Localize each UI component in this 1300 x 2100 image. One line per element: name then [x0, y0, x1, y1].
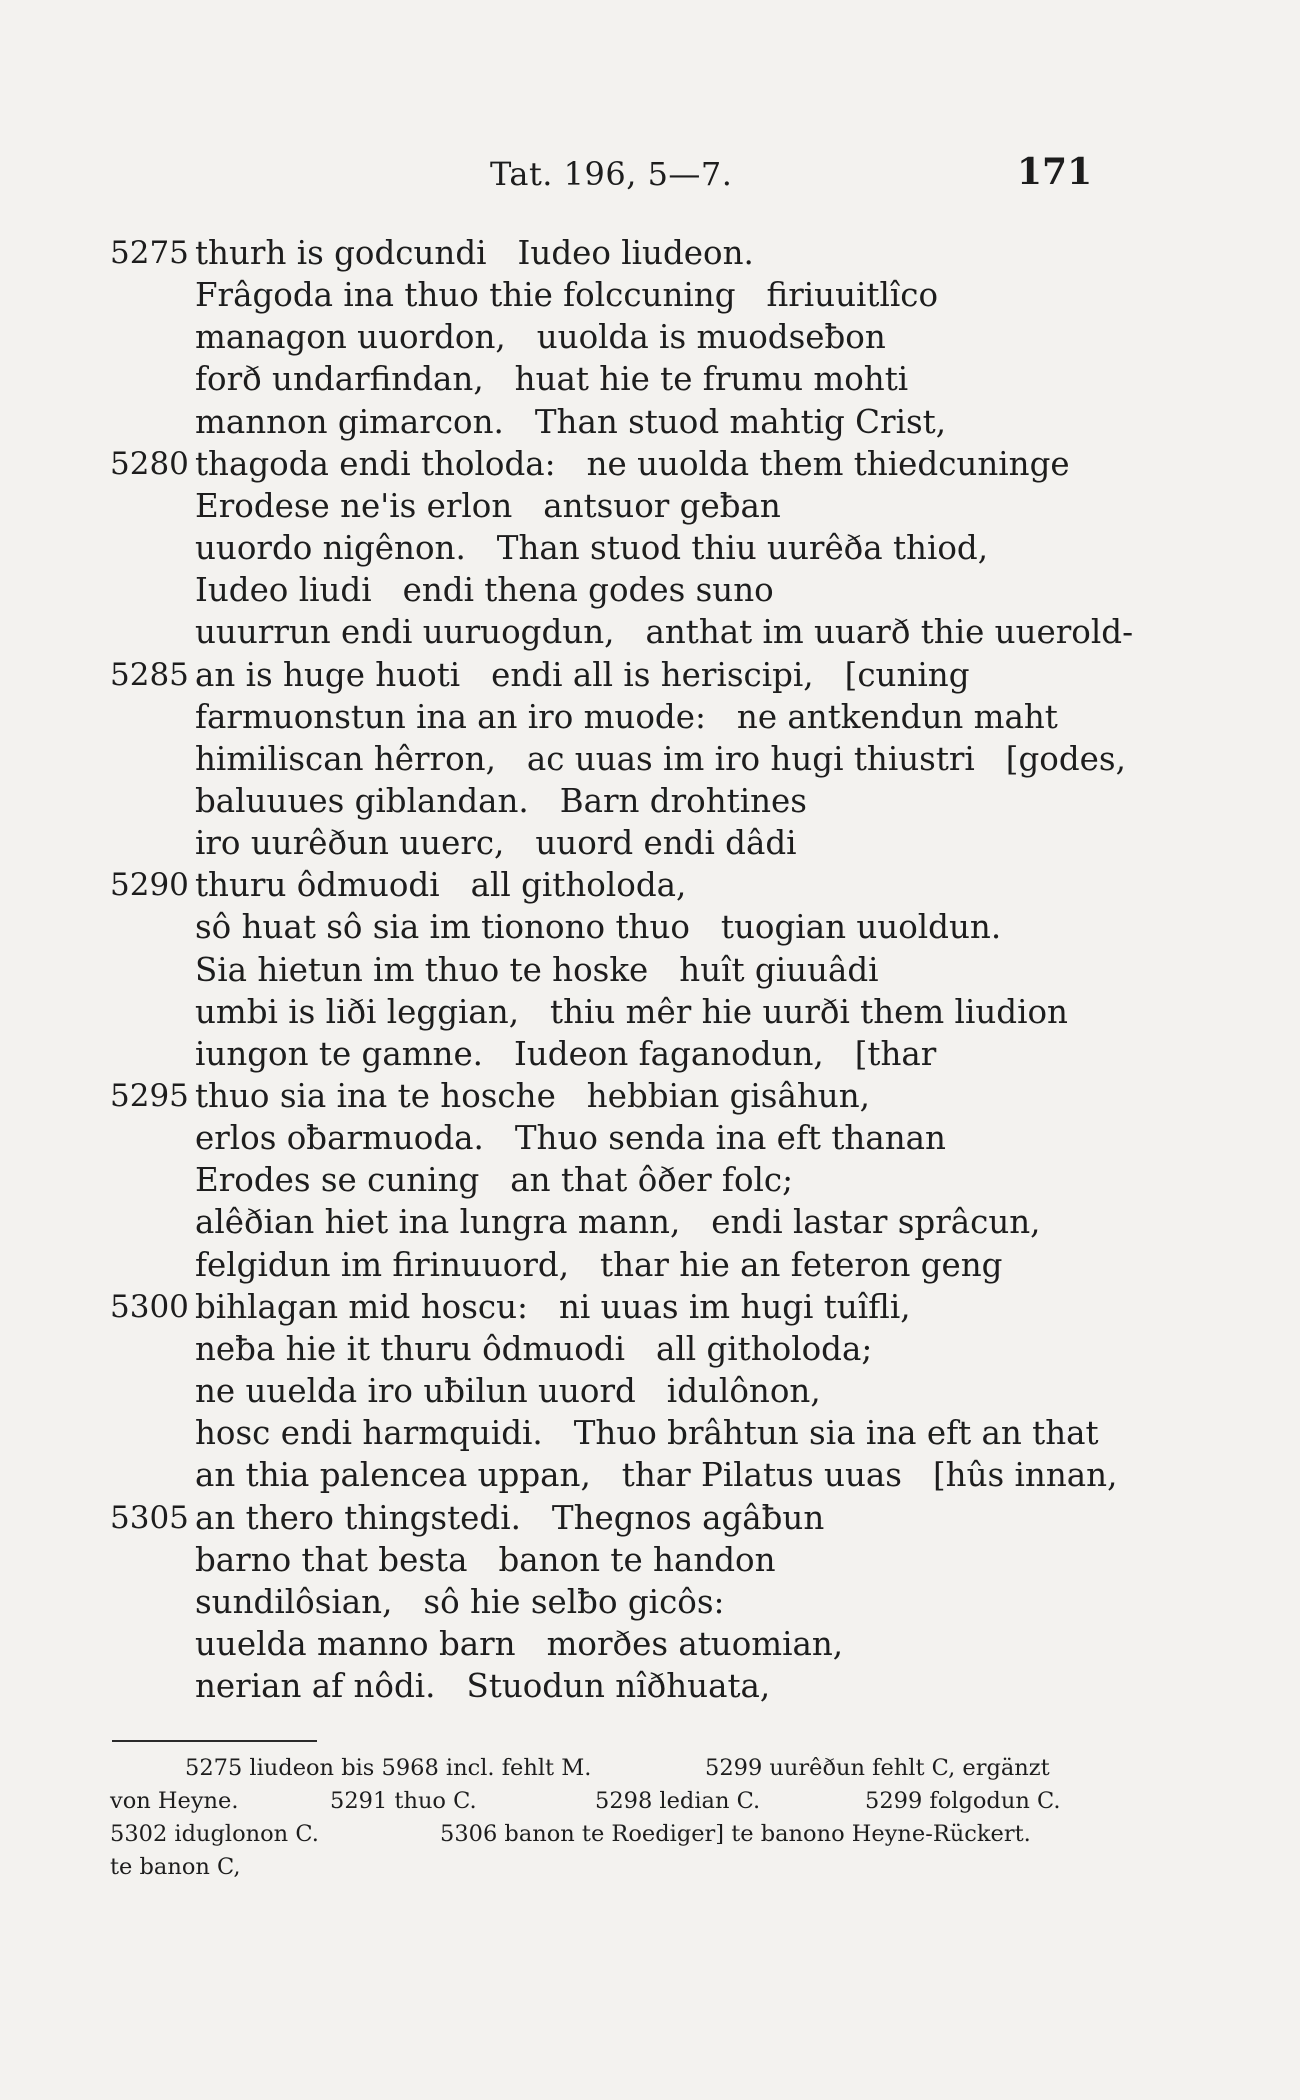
page-number: 171 [1017, 151, 1093, 193]
verse-line [0, 485, 1300, 527]
verse-text: iungon te gamne. Iudeon faganodun, [thar [195, 1034, 937, 1073]
footnote-line [110, 1818, 1080, 1851]
verse-text: Iudeo liudi endi thena godes suno [195, 571, 774, 610]
running-head-title: Tat. 196, 5—7. [490, 155, 733, 193]
verse-line [0, 569, 1300, 611]
verse-line [0, 1623, 1300, 1665]
verse-line [0, 316, 1300, 358]
running-head [0, 151, 1300, 195]
verse-text: thuo sia ina te hosche hebbian gisâhun, [195, 1077, 870, 1115]
verse-text: alêðian hiet ina lungra mann, endi lastar sprâcun, [195, 1203, 1041, 1242]
footnote-5298: 5298 ledian C. [595, 1788, 761, 1814]
verse-text: uuordo nigênon. Than stuod thiu uurêða thiod, [195, 529, 989, 568]
verse-text: Frâgoda ina thuo thie folccuning firiuuitlîco [195, 276, 939, 315]
verse-line [0, 443, 1300, 485]
verse-line [0, 1117, 1300, 1159]
verse-line [0, 780, 1300, 822]
line-number: 5285 [110, 656, 189, 693]
verse-text: baluuues giblandan. Barn drohtines [195, 781, 807, 820]
verse-text: sô huat sô sia im tionono thuo tuogian uuoldun. [195, 908, 1002, 947]
verse-line [0, 1665, 1300, 1707]
verse-text: himiliscan hêrron, ac uuas im iro hugi thiustri [godes, [195, 739, 1126, 778]
verse-line [0, 1581, 1300, 1623]
verse-text: Erodese ne'is erlon antsuor geƀan [195, 486, 781, 525]
verse-text: barno that besta banon te handon [195, 1540, 776, 1579]
verse-text: an is huge huoti endi all is heriscipi, [cuning [195, 655, 970, 694]
footnote-te-banon: te banon C, [110, 1854, 241, 1880]
verse-text: thurh is godcundi Iudeo liudeon. [195, 234, 754, 272]
footnote-line [110, 1752, 1080, 1785]
line-number: 5290 [110, 867, 189, 904]
verse-text: farmuonstun ina an iro muode: ne antkendun maht [195, 697, 1058, 736]
verse-line [0, 949, 1300, 991]
verse-line [0, 864, 1300, 906]
verse-text: umbi is liði leggian, thiu mêr hie uurði them liudion [195, 992, 1068, 1031]
verse-text: uuurrun endi uuruogdun, anthat im uuarð thie uuerold- [195, 613, 1134, 652]
verse-text: an thia palencea uppan, thar Pilatus uuas [hûs innan, [195, 1456, 1118, 1495]
verse-text: nerian af nôdi. Stuodun nîðhuata, [195, 1667, 771, 1706]
verse-text: uuelda manno barn morðes atuomian, [195, 1624, 844, 1663]
verse-line [0, 1328, 1300, 1370]
footnote-line [110, 1785, 1080, 1818]
verse-text: bihlagan mid hoscu: ni uuas im hugi tuîfli, [195, 1287, 911, 1326]
verse-line [0, 654, 1300, 696]
verse-text: sundilôsian, sô hie selƀo gicôs: [195, 1582, 725, 1621]
verse-line [0, 274, 1300, 316]
verse-line [0, 1370, 1300, 1412]
line-number: 5280 [110, 445, 189, 482]
footnote-5299a: 5299 uurêðun fehlt C, ergänzt [705, 1755, 1050, 1781]
footnote-5291: 5291 thuo C. [330, 1788, 477, 1814]
verse-line [0, 696, 1300, 738]
footnote-von-heyne: von Heyne. [110, 1788, 239, 1814]
verse-line [0, 1497, 1300, 1539]
footnote-line [110, 1851, 1080, 1884]
verse-line [0, 1286, 1300, 1328]
verse-text: felgidun im firinuuord, thar hie an feteron geng [195, 1245, 1003, 1284]
verse-line [0, 1244, 1300, 1286]
line-number: 5275 [110, 235, 189, 271]
verse-line [0, 1201, 1300, 1243]
verse-line [0, 527, 1300, 569]
verse-text: managon uuordon, uuolda is muodseƀon [195, 318, 886, 357]
verse-text: neƀa hie it thuru ôdmuodi all githoloda; [195, 1329, 873, 1368]
verse-line [0, 1539, 1300, 1581]
footnote-5275: 5275 liudeon bis 5968 incl. fehlt M. [185, 1755, 592, 1781]
verse-line [0, 991, 1300, 1033]
verse-line [0, 1454, 1300, 1496]
verse-text: an thero thingstedi. Thegnos agâƀun [195, 1498, 825, 1537]
footnotes [110, 1752, 1080, 1884]
verse-text: mannon gimarcon. Than stuod mahtig Crist, [195, 402, 947, 441]
verse-line [0, 1033, 1300, 1075]
line-number: 5305 [110, 1499, 189, 1536]
verse-line [0, 1159, 1300, 1201]
verse-text: Erodes se cuning an that ôðer folc; [195, 1161, 794, 1200]
verse-line [0, 358, 1300, 400]
verse-text: erlos oƀarmuoda. Thuo senda ina eft thanan [195, 1119, 946, 1158]
footnote-5302: 5302 iduglonon C. [110, 1821, 319, 1847]
verse-text: iro uurêðun uuerc, uuord endi dâdi [195, 824, 797, 863]
verse-line [0, 906, 1300, 948]
verse-line [0, 401, 1300, 443]
verse-text: thagoda endi tholoda: ne uuolda them thiedcuninge [195, 444, 1070, 483]
footnote-5306: 5306 banon te Roediger] te banono Heyne-Rückert. [440, 1821, 1031, 1847]
verse-line [0, 1412, 1300, 1454]
verse-line [0, 822, 1300, 864]
verse-line [0, 738, 1300, 780]
footnote-rule [112, 1740, 317, 1742]
verse-text: forð undarfindan, huat hie te frumu mohti [195, 360, 909, 399]
verse-text: thuru ôdmuodi all githoloda, [195, 866, 687, 905]
verse-text: Sia hietun im thuo te hoske huît giuuâdi [195, 950, 879, 989]
verse-text: hosc endi harmquidi. Thuo brâhtun sia ina eft an that [195, 1414, 1099, 1453]
footnote-5299b: 5299 folgodun C. [865, 1788, 1061, 1814]
verse-line [0, 1075, 1300, 1117]
line-number: 5300 [110, 1288, 189, 1325]
line-number: 5295 [110, 1078, 189, 1114]
verse-line [0, 611, 1300, 653]
verse-text: ne uuelda iro uƀilun uuord idulônon, [195, 1372, 821, 1411]
verse-line [0, 232, 1300, 274]
